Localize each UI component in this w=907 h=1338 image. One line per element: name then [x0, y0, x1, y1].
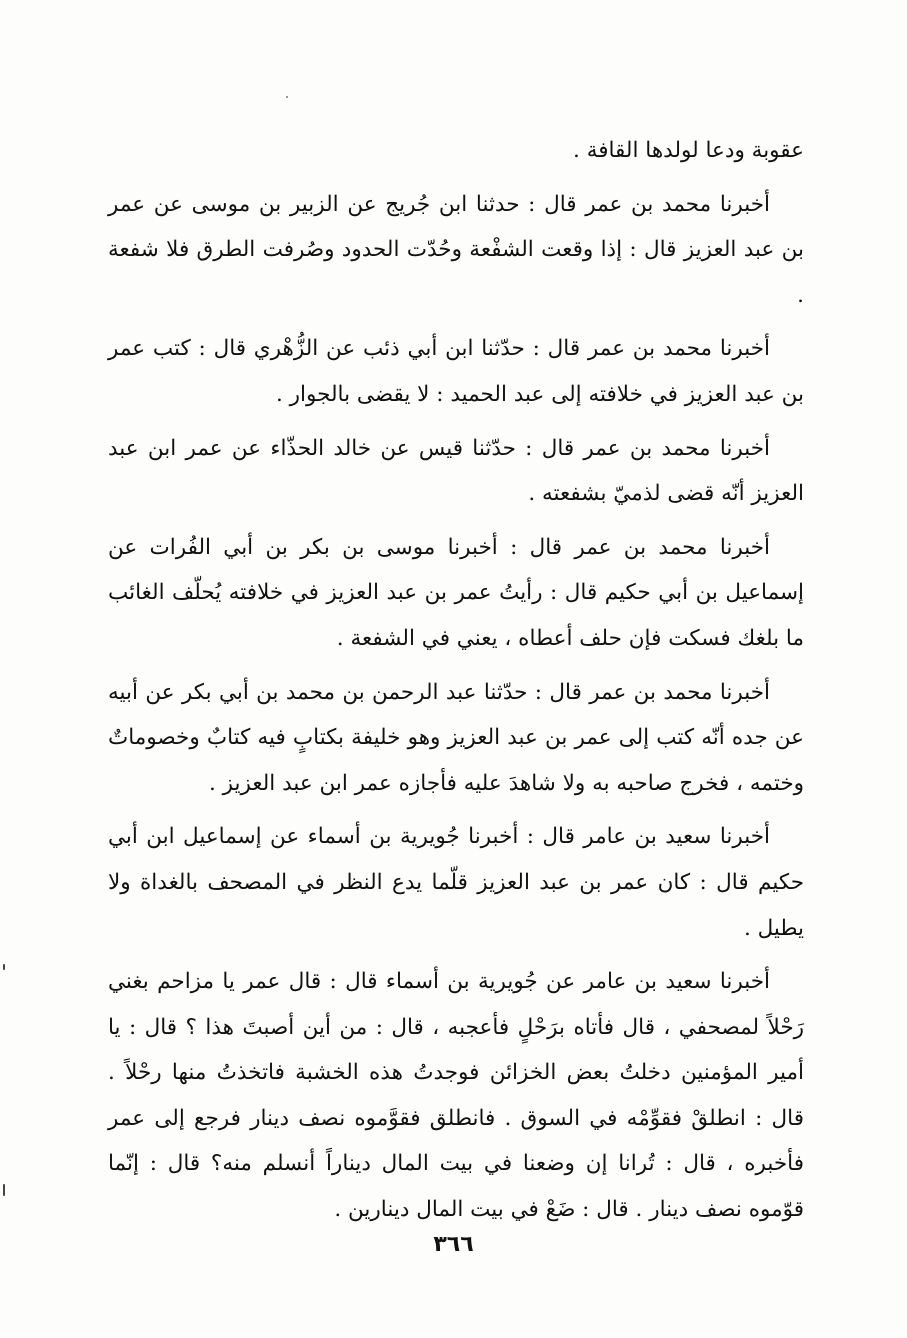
paragraph-shufa-boundaries: أخبرنا محمد بن عمر قال : حدثنا ابن جُريج عن الزبير بن موسى عن عمر بن عبد العزيز قال : إذا وقعت الشفْعة وحُدّت الحدود وصُرفت الطرق فلا شفعة . [108, 191, 804, 308]
paragraph-oath-absent: أخبرنا محمد بن عمر قال : أخبرنا موسى بن بكر بن أبي الفُرات عن إسماعيل بن أبي حكيم قال : رأيتُ عمر بن عبد العزيز في خلافته يُحلّف الغائب ما بلغك فسكت فإن حلف أعطاه ، يعني في الشفعة . [108, 534, 804, 651]
paragraph-dhimmi-shufa: أخبرنا محمد بن عمر قال : حدّثنا قيس عن خالد الحذّاء عن عمر ابن عبد العزيز أنّه قضى لذميّ بشفعته . [108, 435, 804, 507]
scan-speck [286, 96, 288, 98]
paragraph-neighbor-right: أخبرنا محمد بن عمر قال : حدّثنا ابن أبي ذئب عن الزُّهْري قال : كتب عمر بن عبد العزيز في خلافته إلى عبد الحميد : لا يقضى بالجوار . [108, 336, 804, 407]
paragraph-quran-stand: أخبرنا سعيد بن عامر عن جُويرية بن أسماء قال : قال عمر يا مزاحم بغني رَحْلاً لمصحفي ، قال فأتاه برَحْلٍ فأعجبه ، قال : من أين أصبتَ هذا ؟ قال : يا أمير المؤمنين دخلتُ بعض الخزائن فوجدتُ هذه الخشبة فاتخذتُ منها رحْلاً . قال : انطلقْ فقوِّمْه في السوق . فانطلق فقوَّموه نصف دينار فرجع إلى عمر فأخبره ، قال : تُرانا إن وضعنا في بيت المال ديناراً أنسلم منه؟ قال : إنّما قوّموه نصف دينار . قال : ضَعْ في بيت المال دينارين . [108, 969, 804, 1223]
page-body-text [108, 128, 804, 1233]
scan-edge-mark [3, 964, 5, 970]
paragraph-mushaf-reading: أخبرنا سعيد بن عامر قال : أخبرنا جُويرية بن أسماء عن إسماعيل ابن أبي حكيم قال : كان عمر بن عبد العزيز قلّما يدع النظر في المصحف بالغداة ولا يطيل . [108, 824, 804, 941]
paragraph-continuation: عقوبة ودعا لولدها القافة . [573, 138, 804, 163]
page-number: ٣٦٦ [433, 1232, 474, 1257]
paragraph-sealed-letter: أخبرنا محمد بن عمر قال : حدّثنا عبد الرحمن بن محمد بن أبي بكر عن أبيه عن جده أنّه كتب إلى عمر بن عبد العزيز وهو خليفة بكتابٍ فيه كتابٌ وخصوماتٌ وختمه ، فخرج صاحبه به ولا شاهدَ عليه فأجازه عمر ابن عبد العزيز . [108, 679, 804, 796]
scan-edge-mark [3, 1184, 5, 1196]
